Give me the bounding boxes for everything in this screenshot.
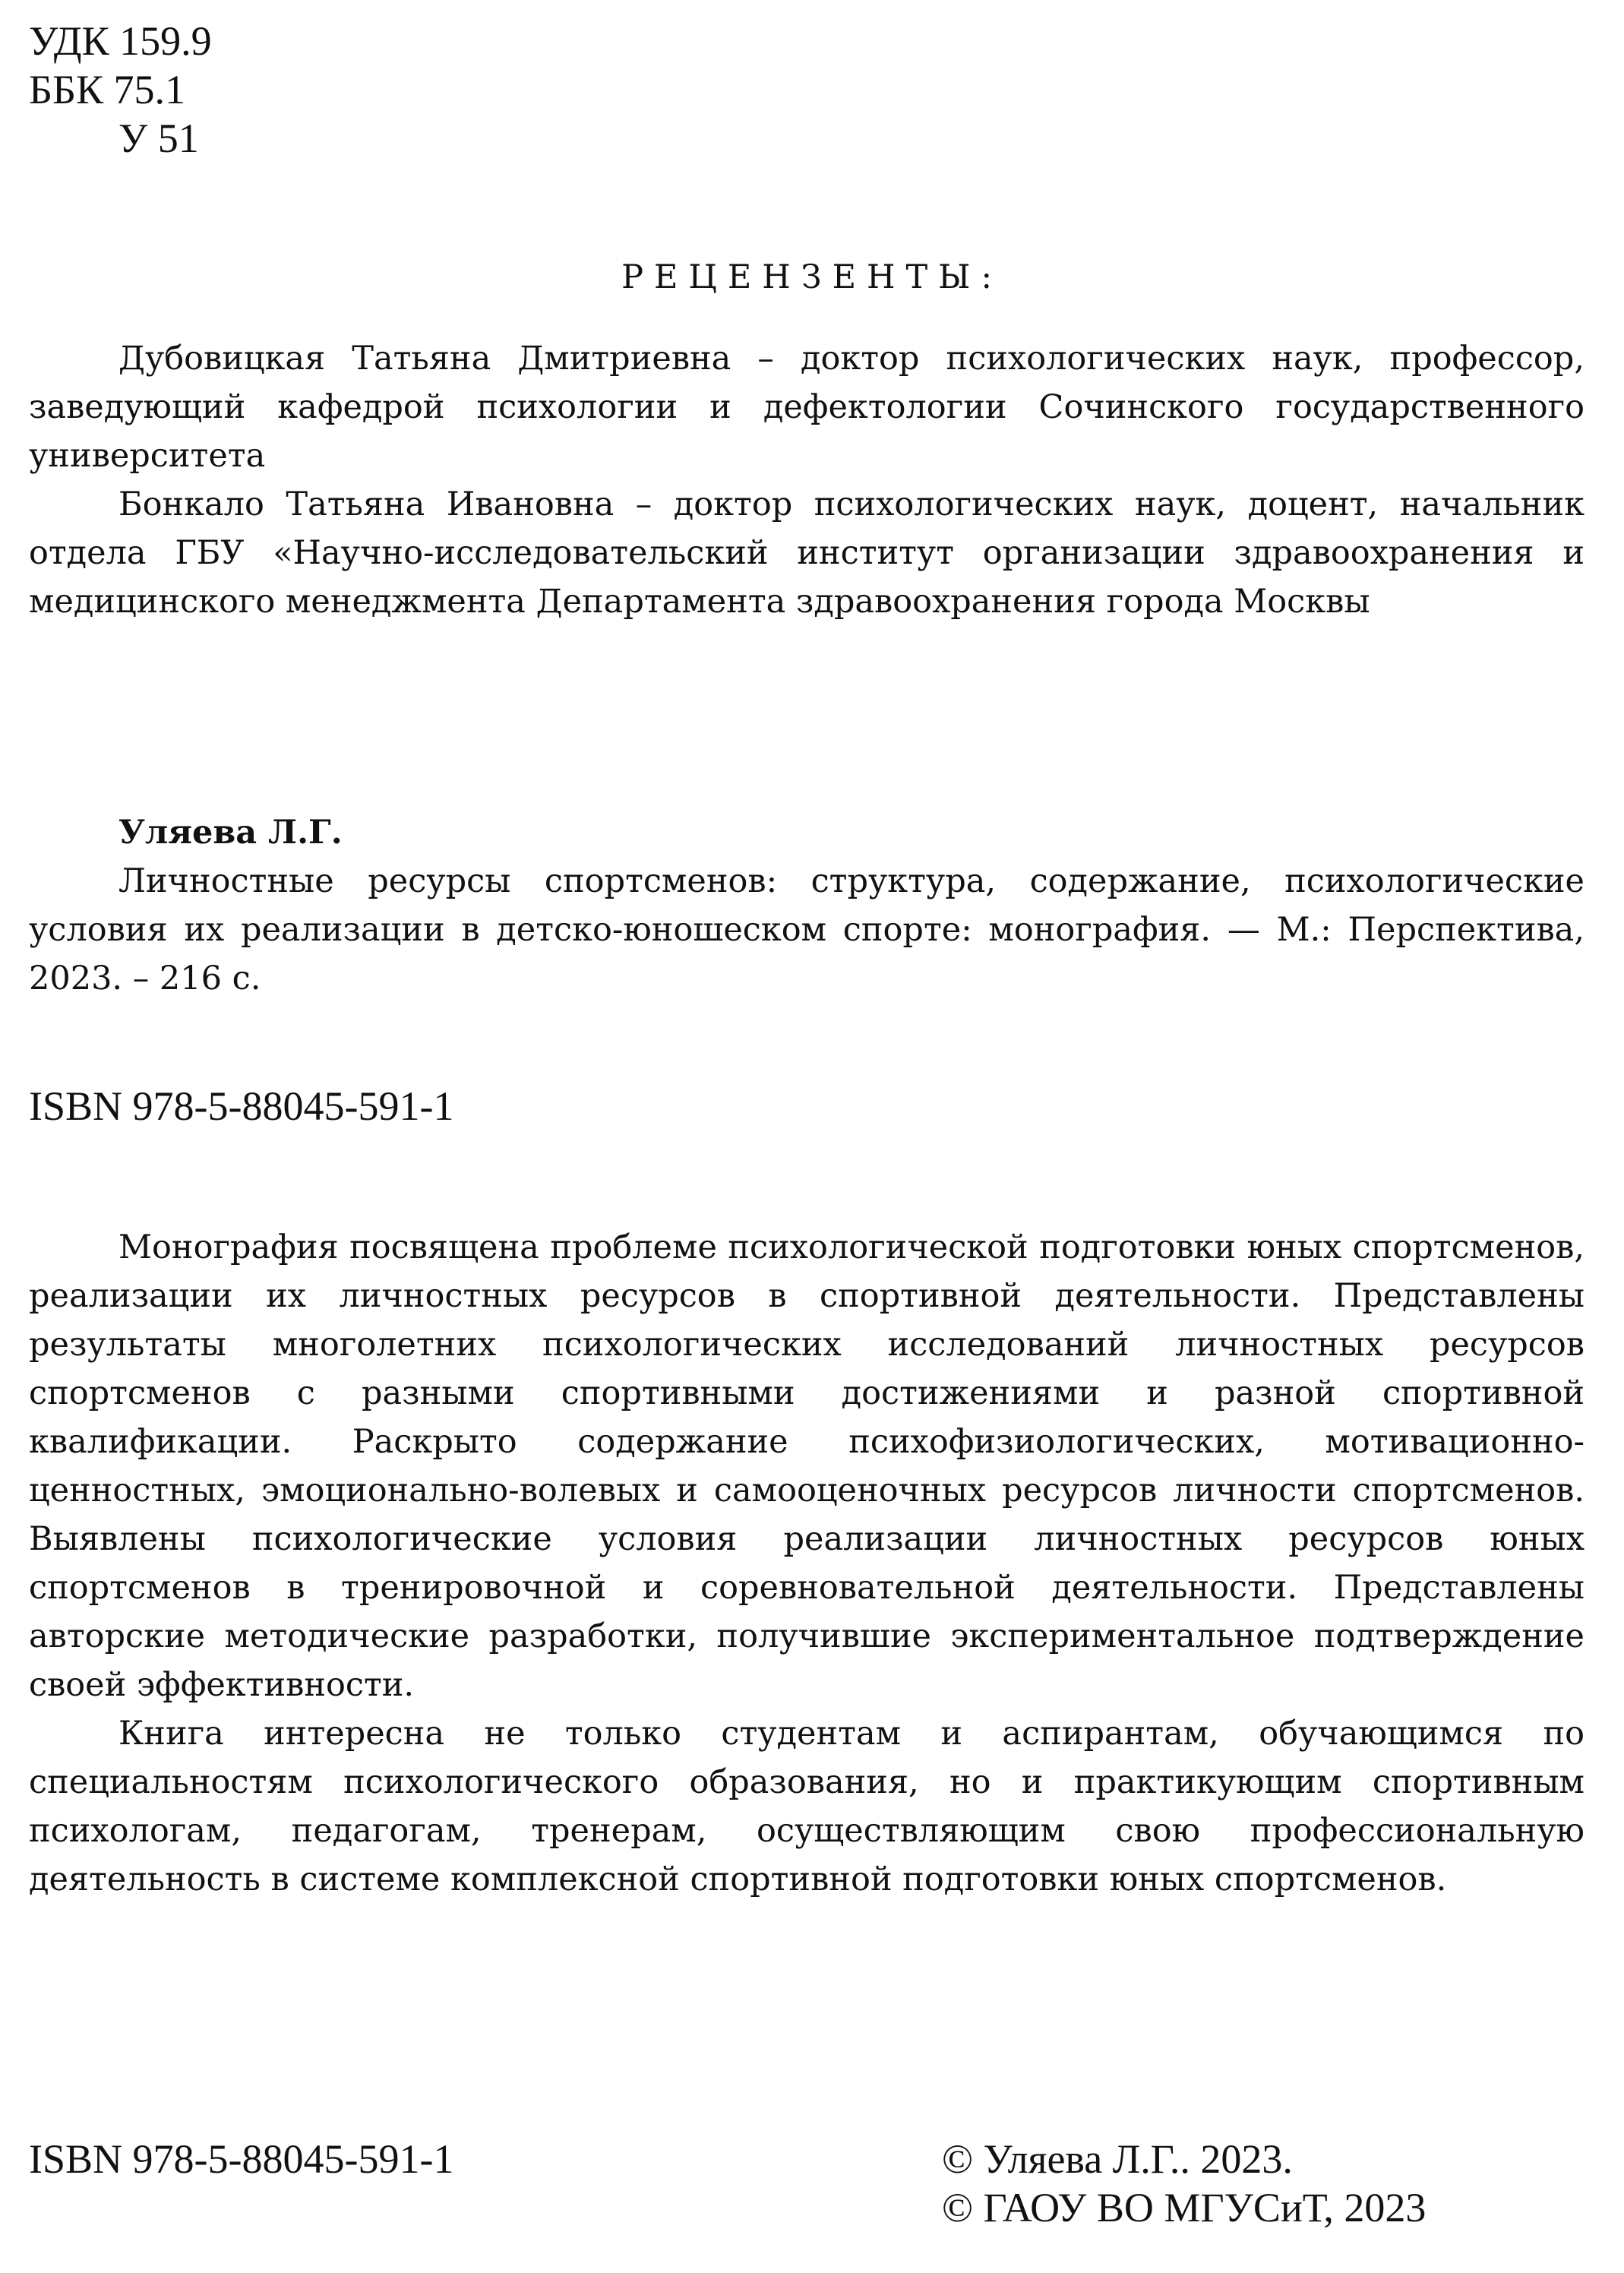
reviewer-item: Бонкало Татьяна Ивановна – доктор психологических наук, доцент, начальник отдела ГБУ «Научно-исследовательский институт организации здравоохранения и медицинского менеджмента Департамента здравоохранения города Москвы [29,485,1585,621]
reviewer-item: Дубовицкая Татьяна Дмитриевна – доктор психологических наук, профессор, заведующий кафедрой психологии и дефектологии Сочинского государственного университета [29,340,1585,475]
isbn-top: ISBN 978-5-88045-591-1 [29,1083,454,1129]
abstract-paragraph: Книга интересна не только студентам и аспирантам, обучающимся по специальностям психологического образования, но и практикующим спортивным психологам, педагогам, тренерам, осуществляющим свою профессиональную деятельность в системе комплексной спортивной подготовки юных спортсменов. [29,1715,1585,1898]
isbn-bottom: ISBN 978-5-88045-591-1 [29,2136,454,2182]
copyright-publisher: © ГАОУ ВО МГУСиТ, 2023 [942,2185,1427,2230]
reviewers-title: РЕЦЕНЗЕНТЫ: [621,258,1003,296]
reviewers-list [29,334,1585,626]
udk-code: УДК 159.9 [29,18,212,64]
copyright-block [942,2135,1426,2232]
bbk-code: ББК 75.1 [29,67,186,112]
bibliographic-record [29,808,1585,1003]
classification-codes [29,17,212,163]
abstract-paragraph: Монография посвящена проблеме психологической подготовки юных спортсменов, реализации их личностных ресурсов в спортивной деятельности. Представлены результаты многолетних психологических исследований личностных ресурсов спортсменов с разными спортивными достижениями и разной спортивной квалификации. Раскрыто содержание психофизиологических, мотивационно-ценностных, эмоционально-волевых и самооценочных ресурсов личности спортсменов. Выявлены психологические условия реализации личностных ресурсов юных спортсменов в тренировочной и соревновательной деятельности. Представлены авторские методические разработки, получившие экспериментальное подтверждение своей эффективности. [29,1228,1585,1704]
abstract [29,1223,1585,1904]
book-description: Личностные ресурсы спортсменов: структура, содержание, психологические условия их реализации в детско-юношеском спорте: монография. — М.: Перспектива, 2023. – 216 с. [29,862,1585,997]
author-mark: У 51 [118,115,199,161]
author-name: Уляева Л.Г. [118,814,343,852]
copyright-author: © Уляева Л.Г.. 2023. [942,2136,1293,2182]
